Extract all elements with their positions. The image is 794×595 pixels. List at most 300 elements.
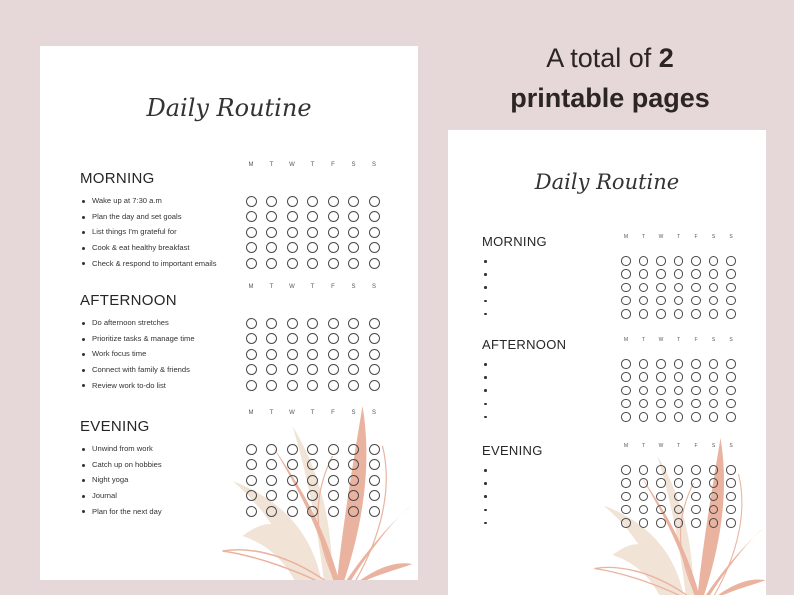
- habit-checkbox[interactable]: [287, 506, 298, 517]
- habit-checkbox[interactable]: [726, 359, 736, 369]
- bullet-icon: [484, 522, 487, 525]
- habit-checkbox[interactable]: [726, 492, 736, 502]
- bullet-icon: [82, 262, 85, 265]
- habit-checkbox[interactable]: [709, 269, 719, 279]
- routine-item-label: Cook & eat healthy breakfast: [92, 243, 190, 252]
- routine-item-label: Night yoga: [92, 475, 129, 485]
- habit-checkbox[interactable]: [328, 459, 339, 470]
- bullet-icon: [484, 286, 487, 289]
- habit-checkbox[interactable]: [348, 380, 359, 391]
- habit-checkbox[interactable]: [348, 196, 359, 207]
- habit-checkbox[interactable]: [709, 283, 719, 293]
- habit-checkbox[interactable]: [639, 269, 649, 279]
- habit-checkbox[interactable]: [287, 364, 298, 375]
- habit-checkbox[interactable]: [674, 359, 684, 369]
- habit-checkbox[interactable]: [726, 386, 736, 396]
- habit-checkbox[interactable]: [348, 258, 359, 269]
- habit-checkbox[interactable]: [639, 372, 649, 382]
- banner: [490, 38, 730, 118]
- bullet-icon: [484, 403, 487, 406]
- habit-checkbox[interactable]: [639, 399, 649, 409]
- habit-checkbox[interactable]: [246, 227, 257, 238]
- habit-checkbox[interactable]: [709, 372, 719, 382]
- bullet-icon: [484, 495, 487, 498]
- bullet-icon: [484, 260, 487, 263]
- habit-checkbox[interactable]: [369, 444, 380, 455]
- habit-checkbox[interactable]: [369, 364, 380, 375]
- bullet-icon: [484, 300, 487, 303]
- routine-item-label: Catch up on hobbies: [92, 459, 162, 469]
- page-title: Daily Routine: [146, 94, 312, 122]
- habit-checkbox[interactable]: [656, 465, 666, 475]
- bullet-icon: [82, 495, 85, 498]
- habit-checkbox[interactable]: [726, 269, 736, 279]
- habit-checkbox[interactable]: [639, 309, 649, 319]
- bullet-icon: [82, 353, 85, 356]
- habit-checkbox[interactable]: [328, 333, 339, 344]
- bullet-icon: [82, 448, 85, 451]
- habit-checkbox[interactable]: [369, 242, 380, 253]
- habit-checkbox[interactable]: [266, 444, 277, 455]
- habit-checkbox[interactable]: [287, 318, 298, 329]
- weekday-label: M: [623, 337, 629, 343]
- habit-checkbox[interactable]: [348, 475, 359, 486]
- habit-checkbox[interactable]: [674, 386, 684, 396]
- habit-checkbox[interactable]: [266, 196, 277, 207]
- habit-checkbox[interactable]: [656, 269, 666, 279]
- routine-item-label: Prioritize tasks & manage time: [92, 333, 195, 343]
- habit-checkbox[interactable]: [621, 359, 631, 369]
- bullet-icon: [82, 247, 85, 250]
- weekday-label: W: [289, 162, 295, 168]
- habit-checkbox[interactable]: [726, 478, 736, 488]
- weekday-header: [617, 234, 740, 240]
- habit-checkbox[interactable]: [369, 380, 380, 391]
- habit-checkbox[interactable]: [307, 227, 318, 238]
- habit-checkbox[interactable]: [621, 412, 631, 422]
- habit-checkbox[interactable]: [656, 296, 666, 306]
- habit-checkbox[interactable]: [369, 318, 380, 329]
- habit-checkbox[interactable]: [621, 492, 631, 502]
- habit-checkbox[interactable]: [674, 412, 684, 422]
- habit-checkbox[interactable]: [656, 478, 666, 488]
- habit-checkbox[interactable]: [691, 518, 701, 528]
- habit-checkbox[interactable]: [266, 242, 277, 253]
- habit-checkbox[interactable]: [709, 386, 719, 396]
- habit-checkbox[interactable]: [246, 318, 257, 329]
- weekday-header: [617, 443, 740, 449]
- planner-page-blank: [448, 130, 766, 595]
- weekday-header: [241, 284, 385, 290]
- planner-page-filled: [40, 46, 418, 580]
- weekday-label: T: [641, 443, 646, 449]
- habit-checkbox[interactable]: [266, 227, 277, 238]
- habit-checkbox[interactable]: [307, 211, 318, 222]
- habit-checkbox[interactable]: [328, 318, 339, 329]
- habit-checkbox[interactable]: [691, 399, 701, 409]
- habit-checkbox[interactable]: [726, 465, 736, 475]
- bullet-icon: [484, 482, 487, 485]
- habit-checkbox[interactable]: [691, 505, 701, 515]
- weekday-label: S: [729, 234, 733, 240]
- habit-checkbox[interactable]: [328, 506, 339, 517]
- habit-checkbox[interactable]: [246, 242, 257, 253]
- bullet-icon: [484, 469, 487, 472]
- habit-checkbox[interactable]: [307, 333, 318, 344]
- habit-checkbox[interactable]: [246, 196, 257, 207]
- weekday-header: [241, 410, 385, 416]
- habit-checkbox[interactable]: [691, 465, 701, 475]
- habit-checkbox[interactable]: [621, 283, 631, 293]
- habit-checkbox[interactable]: [691, 269, 701, 279]
- habit-checkbox[interactable]: [709, 399, 719, 409]
- habit-checkbox[interactable]: [726, 256, 736, 266]
- habit-checkbox[interactable]: [621, 386, 631, 396]
- habit-checkbox[interactable]: [674, 518, 684, 528]
- habit-checkbox[interactable]: [266, 318, 277, 329]
- weekday-label: T: [676, 443, 681, 449]
- habit-checkbox[interactable]: [246, 506, 257, 517]
- habit-checkbox[interactable]: [348, 318, 359, 329]
- habit-checkbox[interactable]: [674, 256, 684, 266]
- habit-checkbox[interactable]: [726, 283, 736, 293]
- weekday-label: T: [310, 410, 315, 416]
- habit-checkbox[interactable]: [369, 475, 380, 486]
- habit-checkbox[interactable]: [328, 475, 339, 486]
- habit-checkbox[interactable]: [246, 349, 257, 360]
- habit-checkbox[interactable]: [691, 372, 701, 382]
- habit-checkbox[interactable]: [246, 380, 257, 391]
- habit-checkbox[interactable]: [709, 309, 719, 319]
- habit-checkbox[interactable]: [246, 211, 257, 222]
- weekday-label: M: [248, 410, 254, 416]
- weekday-label: S: [351, 162, 356, 168]
- habit-checkbox[interactable]: [287, 211, 298, 222]
- bullet-icon: [82, 322, 85, 325]
- habit-checkbox[interactable]: [307, 258, 318, 269]
- habit-checkbox[interactable]: [369, 258, 380, 269]
- routine-item-label: Wake up at 7:30 a.m: [92, 196, 162, 206]
- habit-checkbox[interactable]: [691, 309, 701, 319]
- habit-checkbox[interactable]: [369, 211, 380, 222]
- habit-checkbox[interactable]: [621, 518, 631, 528]
- habit-checkbox[interactable]: [639, 256, 649, 266]
- habit-checkbox[interactable]: [307, 475, 318, 486]
- habit-checkbox[interactable]: [307, 506, 318, 517]
- weekday-label: W: [289, 284, 295, 290]
- habit-checkbox[interactable]: [709, 412, 719, 422]
- habit-checkbox[interactable]: [674, 269, 684, 279]
- weekday-label: T: [641, 234, 646, 240]
- weekday-label: M: [623, 443, 629, 449]
- habit-checkbox[interactable]: [266, 380, 277, 391]
- habit-checkbox[interactable]: [709, 296, 719, 306]
- routine-item-label: Connect with family & friends: [92, 365, 190, 374]
- weekday-label: T: [310, 284, 315, 290]
- habit-checkbox[interactable]: [709, 465, 719, 475]
- habit-checkbox[interactable]: [726, 518, 736, 528]
- weekday-label: S: [351, 284, 356, 290]
- weekday-label: S: [351, 410, 356, 416]
- habit-checkbox[interactable]: [369, 196, 380, 207]
- habit-checkbox[interactable]: [307, 364, 318, 375]
- habit-checkbox[interactable]: [369, 459, 380, 470]
- habit-checkbox[interactable]: [246, 475, 257, 486]
- page-title: Daily Routine: [534, 170, 680, 194]
- weekday-label: S: [729, 443, 733, 449]
- bullet-icon: [484, 376, 487, 379]
- habit-checkbox[interactable]: [726, 505, 736, 515]
- habit-checkbox[interactable]: [266, 506, 277, 517]
- habit-checkbox[interactable]: [621, 465, 631, 475]
- section-heading-evening: EVENING: [80, 418, 150, 435]
- weekday-label: F: [694, 234, 698, 240]
- habit-checkbox[interactable]: [674, 309, 684, 319]
- habit-checkbox[interactable]: [621, 478, 631, 488]
- weekday-label: F: [331, 284, 335, 290]
- habit-checkbox[interactable]: [639, 386, 649, 396]
- habit-checkbox[interactable]: [287, 444, 298, 455]
- habit-checkbox[interactable]: [328, 349, 339, 360]
- habit-checkbox[interactable]: [266, 364, 277, 375]
- routine-item-label: Review work to-do list: [92, 380, 166, 390]
- habit-checkbox[interactable]: [287, 333, 298, 344]
- habit-checkbox[interactable]: [348, 444, 359, 455]
- habit-checkbox[interactable]: [691, 256, 701, 266]
- bullet-icon: [82, 338, 85, 341]
- habit-checkbox[interactable]: [691, 296, 701, 306]
- weekday-label: S: [371, 410, 376, 416]
- habit-checkbox[interactable]: [287, 258, 298, 269]
- weekday-label: T: [641, 337, 646, 343]
- routine-item-label: Plan the day and set goals: [92, 211, 182, 221]
- weekday-label: W: [658, 337, 664, 343]
- routine-item-label: Check & respond to important emails: [92, 258, 217, 268]
- habit-checkbox[interactable]: [674, 372, 684, 382]
- habit-checkbox[interactable]: [307, 380, 318, 391]
- habit-checkbox[interactable]: [328, 211, 339, 222]
- routine-item-label: List things I'm grateful for: [92, 227, 177, 237]
- habit-checkbox[interactable]: [348, 211, 359, 222]
- habit-checkbox[interactable]: [369, 349, 380, 360]
- bullet-icon: [484, 363, 487, 366]
- weekday-label: S: [371, 284, 376, 290]
- habit-checkbox[interactable]: [621, 399, 631, 409]
- habit-checkbox[interactable]: [656, 386, 666, 396]
- habit-checkbox[interactable]: [369, 227, 380, 238]
- habit-checkbox[interactable]: [656, 492, 666, 502]
- habit-checkbox[interactable]: [709, 359, 719, 369]
- habit-checkbox[interactable]: [348, 242, 359, 253]
- weekday-label: S: [711, 443, 716, 449]
- bullet-icon: [82, 200, 85, 203]
- habit-checkbox[interactable]: [639, 359, 649, 369]
- habit-checkbox[interactable]: [674, 399, 684, 409]
- weekday-label: T: [269, 284, 274, 290]
- habit-checkbox[interactable]: [674, 296, 684, 306]
- habit-checkbox[interactable]: [709, 256, 719, 266]
- section-heading-afternoon: AFTERNOON: [482, 337, 567, 352]
- weekday-label: M: [623, 234, 629, 240]
- habit-checkbox[interactable]: [639, 296, 649, 306]
- weekday-label: W: [658, 234, 664, 240]
- habit-checkbox[interactable]: [266, 475, 277, 486]
- habit-checkbox[interactable]: [266, 349, 277, 360]
- habit-checkbox[interactable]: [691, 478, 701, 488]
- habit-checkbox[interactable]: [287, 196, 298, 207]
- habit-checkbox[interactable]: [328, 227, 339, 238]
- bullet-icon: [82, 231, 85, 234]
- habit-checkbox[interactable]: [691, 412, 701, 422]
- habit-checkbox[interactable]: [287, 242, 298, 253]
- weekday-label: T: [269, 410, 274, 416]
- section-heading-evening: EVENING: [482, 443, 543, 458]
- bullet-icon: [82, 464, 85, 467]
- habit-checkbox[interactable]: [621, 505, 631, 515]
- habit-checkbox[interactable]: [621, 269, 631, 279]
- habit-checkbox[interactable]: [348, 506, 359, 517]
- weekday-label: T: [676, 234, 681, 240]
- banner-number: 2: [658, 43, 674, 73]
- routine-item-label: Work focus time: [92, 349, 147, 359]
- habit-checkbox[interactable]: [656, 256, 666, 266]
- weekday-label: S: [729, 337, 733, 343]
- habit-checkbox[interactable]: [287, 475, 298, 486]
- habit-checkbox[interactable]: [726, 296, 736, 306]
- habit-checkbox[interactable]: [726, 412, 736, 422]
- section-heading-afternoon: AFTERNOON: [80, 292, 177, 309]
- weekday-label: M: [248, 284, 254, 290]
- habit-checkbox[interactable]: [656, 399, 666, 409]
- habit-checkbox[interactable]: [287, 380, 298, 391]
- habit-checkbox[interactable]: [328, 380, 339, 391]
- weekday-label: F: [331, 162, 335, 168]
- banner-prefix: A total of: [546, 43, 659, 73]
- banner-line-1: [490, 38, 730, 78]
- bullet-icon: [82, 479, 85, 482]
- habit-checkbox[interactable]: [639, 465, 649, 475]
- banner-line-2: [490, 78, 730, 118]
- habit-checkbox[interactable]: [307, 242, 318, 253]
- habit-checkbox[interactable]: [621, 309, 631, 319]
- weekday-label: S: [711, 337, 716, 343]
- bullet-icon: [82, 510, 85, 513]
- habit-checkbox[interactable]: [369, 490, 380, 501]
- habit-checkbox[interactable]: [656, 359, 666, 369]
- habit-checkbox[interactable]: [328, 258, 339, 269]
- habit-checkbox[interactable]: [639, 478, 649, 488]
- section-heading-morning: MORNING: [80, 170, 155, 187]
- habit-checkbox[interactable]: [307, 196, 318, 207]
- habit-checkbox[interactable]: [656, 518, 666, 528]
- habit-checkbox[interactable]: [656, 505, 666, 515]
- habit-checkbox[interactable]: [348, 364, 359, 375]
- habit-checkbox[interactable]: [639, 283, 649, 293]
- habit-checkbox[interactable]: [691, 283, 701, 293]
- weekday-label: M: [248, 162, 254, 168]
- weekday-label: T: [676, 337, 681, 343]
- habit-checkbox[interactable]: [621, 372, 631, 382]
- habit-checkbox[interactable]: [639, 518, 649, 528]
- habit-checkbox[interactable]: [328, 196, 339, 207]
- weekday-header: [241, 162, 385, 168]
- habit-checkbox[interactable]: [287, 349, 298, 360]
- bullet-icon: [484, 313, 487, 316]
- habit-checkbox[interactable]: [726, 399, 736, 409]
- habit-checkbox[interactable]: [709, 478, 719, 488]
- habit-checkbox[interactable]: [287, 227, 298, 238]
- routine-item-label: Journal: [92, 491, 117, 500]
- habit-checkbox[interactable]: [307, 318, 318, 329]
- weekday-label: F: [331, 410, 335, 416]
- habit-checkbox[interactable]: [328, 242, 339, 253]
- habit-checkbox[interactable]: [246, 459, 257, 470]
- habit-checkbox[interactable]: [348, 333, 359, 344]
- habit-checkbox[interactable]: [246, 258, 257, 269]
- habit-checkbox[interactable]: [726, 372, 736, 382]
- routine-item-label: Unwind from work: [92, 444, 153, 454]
- habit-checkbox[interactable]: [656, 283, 666, 293]
- habit-checkbox[interactable]: [348, 227, 359, 238]
- weekday-header: [617, 337, 740, 343]
- habit-checkbox[interactable]: [656, 309, 666, 319]
- bullet-icon: [82, 216, 85, 219]
- bullet-icon: [484, 273, 487, 276]
- habit-checkbox[interactable]: [639, 412, 649, 422]
- habit-checkbox[interactable]: [621, 256, 631, 266]
- habit-checkbox[interactable]: [246, 333, 257, 344]
- habit-checkbox[interactable]: [266, 258, 277, 269]
- habit-checkbox[interactable]: [266, 333, 277, 344]
- habit-checkbox[interactable]: [726, 309, 736, 319]
- habit-checkbox[interactable]: [328, 364, 339, 375]
- habit-checkbox[interactable]: [621, 296, 631, 306]
- habit-checkbox[interactable]: [656, 412, 666, 422]
- habit-checkbox[interactable]: [369, 333, 380, 344]
- habit-checkbox[interactable]: [369, 506, 380, 517]
- weekday-label: W: [289, 410, 295, 416]
- habit-checkbox[interactable]: [674, 465, 684, 475]
- habit-checkbox[interactable]: [287, 490, 298, 501]
- weekday-label: T: [310, 162, 315, 168]
- habit-checkbox[interactable]: [246, 490, 257, 501]
- routine-item-label: Plan for the next day: [92, 506, 162, 516]
- weekday-label: W: [658, 443, 664, 449]
- habit-checkbox[interactable]: [691, 492, 701, 502]
- habit-checkbox[interactable]: [307, 349, 318, 360]
- weekday-label: F: [694, 337, 698, 343]
- habit-checkbox[interactable]: [307, 444, 318, 455]
- habit-checkbox[interactable]: [246, 364, 257, 375]
- bullet-icon: [484, 389, 487, 392]
- habit-checkbox[interactable]: [266, 211, 277, 222]
- habit-checkbox[interactable]: [674, 283, 684, 293]
- weekday-label: T: [269, 162, 274, 168]
- habit-checkbox[interactable]: [287, 459, 298, 470]
- habit-checkbox[interactable]: [328, 490, 339, 501]
- habit-checkbox[interactable]: [709, 518, 719, 528]
- routine-item-label: Do afternoon stretches: [92, 318, 169, 328]
- habit-checkbox[interactable]: [691, 359, 701, 369]
- habit-checkbox[interactable]: [691, 386, 701, 396]
- habit-checkbox[interactable]: [674, 478, 684, 488]
- banner-subtitle: printable pages: [510, 83, 710, 113]
- habit-checkbox[interactable]: [328, 444, 339, 455]
- weekday-label: S: [711, 234, 716, 240]
- habit-checkbox[interactable]: [656, 372, 666, 382]
- habit-checkbox[interactable]: [246, 444, 257, 455]
- habit-checkbox[interactable]: [348, 349, 359, 360]
